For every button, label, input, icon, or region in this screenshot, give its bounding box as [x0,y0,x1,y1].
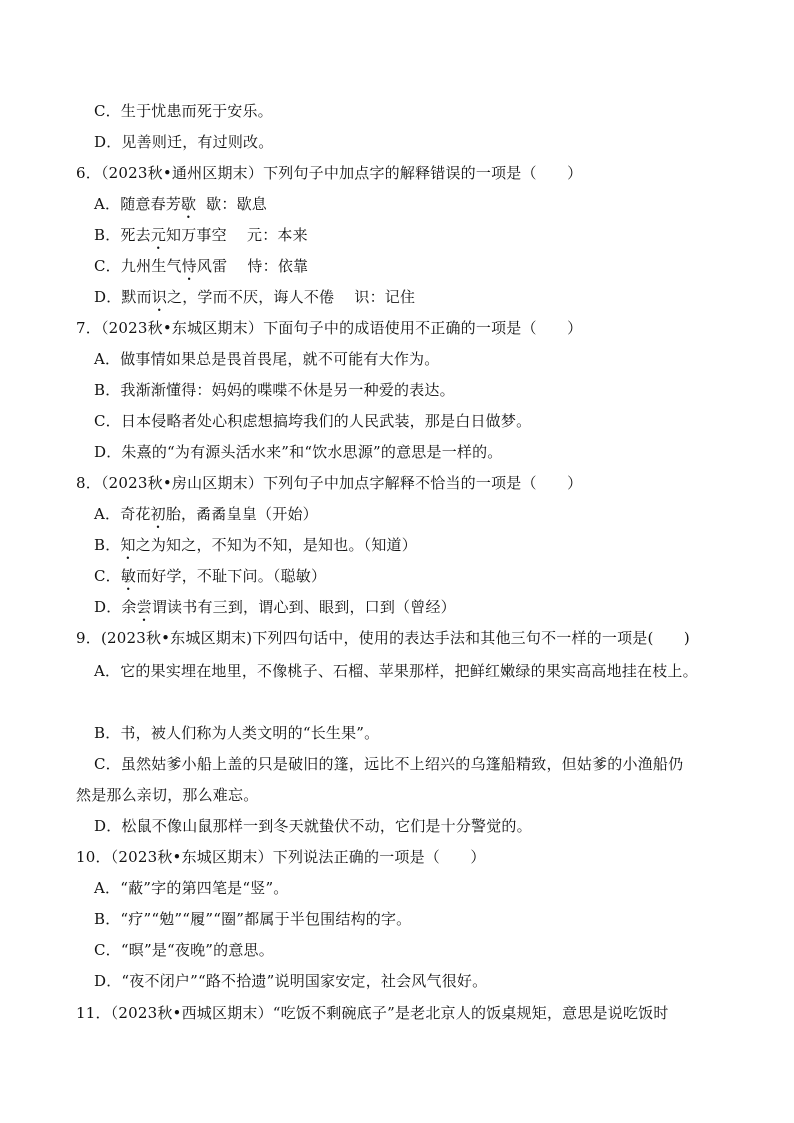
q8-option-b [94,534,417,563]
question-11: 11．（2023秋•西城区期末）“吃饭不剩碗底子”是老北京人的饭桌规矩，意思是说吃饭时 [76,1004,669,1022]
question-7: 7．（2023秋•东城区期末）下面句子中的成语使用不正确的一项是（ ） [76,319,583,337]
q6b-explanation: 知万事空 元：本来 [166,226,308,244]
q9-option-c: C．虽然姑爹小船上盖的只是破旧的篷，远比不上绍兴的乌篷船精致，但姑爹的小渔船仍 [94,755,684,773]
q10-option-c: C．“暝”是“夜晚”的意思。 [94,941,274,959]
q6d-dotted-char: 识 [151,288,168,306]
q6-option-c [94,255,308,284]
q8b-dotted-char: 知 [120,536,136,554]
q8a-text: A．奇花 [94,505,151,523]
q8c-dotted-char: 敏 [120,567,137,585]
line-d-option: D．见善则迁，有过则改。 [94,133,274,151]
q6c-text: C．九州生气 [94,257,182,275]
q6a-dotted-char: 歇 [181,195,197,213]
q9-option-a: A．它的果实埋在地里，不像桃子、石榴、苹果那样，把鲜红嫩绿的果实高高地挂在枝上。 [94,662,698,680]
q8c-rest: 而好学，不耻下问。（聪敏） [136,567,327,585]
q6d-text: D．默而 [94,288,152,306]
question-6: 6．（2023秋•通州区期末）下列句子中加点字的解释错误的一项是（ ） [76,164,583,182]
q7-option-a: A．做事情如果总是畏首畏尾，就不可能有大作为。 [94,350,440,368]
q6c-explanation: 风雷 恃：依靠 [196,257,309,275]
line-c-option: C．生于忧患而死于安乐。 [94,102,273,120]
q6c-dotted-char: 恃 [181,257,197,275]
q8b-text: B． [94,536,121,554]
question-10: 10．（2023秋•东城区期末）下列说法正确的一项是（ ） [76,848,486,866]
q6a-explanation: 歇：歇息 [196,195,267,213]
q6-option-d [94,286,415,315]
q8-option-d [94,596,456,625]
q8c-text: C． [94,567,121,585]
q10-option-d: D．“夜不闭户”“路不拾遗”说明国家安定，社会风气很好。 [94,972,488,990]
q6b-text: B．死去 [94,226,151,244]
question-9: 9．(2023秋•东城区期末)下列四句话中，使用的表达手法和其他三句不一样的一项是( ) [76,629,690,647]
q8-option-a [94,503,318,532]
q7-option-c: C．日本侵略者处心积虑想搞垮我们的人民武装，那是白日做梦。 [94,412,532,430]
q8b-rest: 之为知之，不知为不知，是知也。（知道） [135,536,417,554]
q8d-dotted-char: 尝 [136,598,152,616]
q6a-text: A．随意春芳 [94,195,182,213]
q10-option-b: B．“疗”“勉”“履”“圈”都属于半包围结构的字。 [94,910,412,928]
q6d-explanation: 之，学而不厌，诲人不倦 识：记住 [167,288,416,306]
q6-option-b [94,224,308,253]
q8a-rest: 胎，矞矞皇皇（开始） [165,505,318,523]
q10-option-a: A．“蔽”字的第四笔是“竖”。 [94,879,289,897]
q8a-dotted-char: 初 [150,505,166,523]
q7-option-d: D．朱熹的“为有源头活水来”和“饮水思源”的意思是一样的。 [94,443,503,461]
q7-option-b: B．我渐渐懂得：妈妈的喋喋不休是另一种爱的表达。 [94,381,455,399]
q6-option-a [94,193,267,222]
q6b-dotted-char: 元 [150,226,167,244]
q9-option-d: D．松鼠不像山鼠那样一到冬天就蛰伏不动，它们是十分警觉的。 [94,817,532,835]
q8-option-c [94,565,326,594]
q9-option-c-continued: 然是那么亲切，那么难忘。 [76,786,259,804]
question-8: 8．（2023秋•房山区期末）下列句子中加点字解释不恰当的一项是（ ） [76,474,583,492]
q8d-text: D．余 [94,598,137,616]
q8d-rest: 谓读书有三到，谓心到、眼到，口到（曾经） [151,598,456,616]
q9-option-b: B．书，被人们称为人类文明的“长生果”。 [94,724,380,742]
